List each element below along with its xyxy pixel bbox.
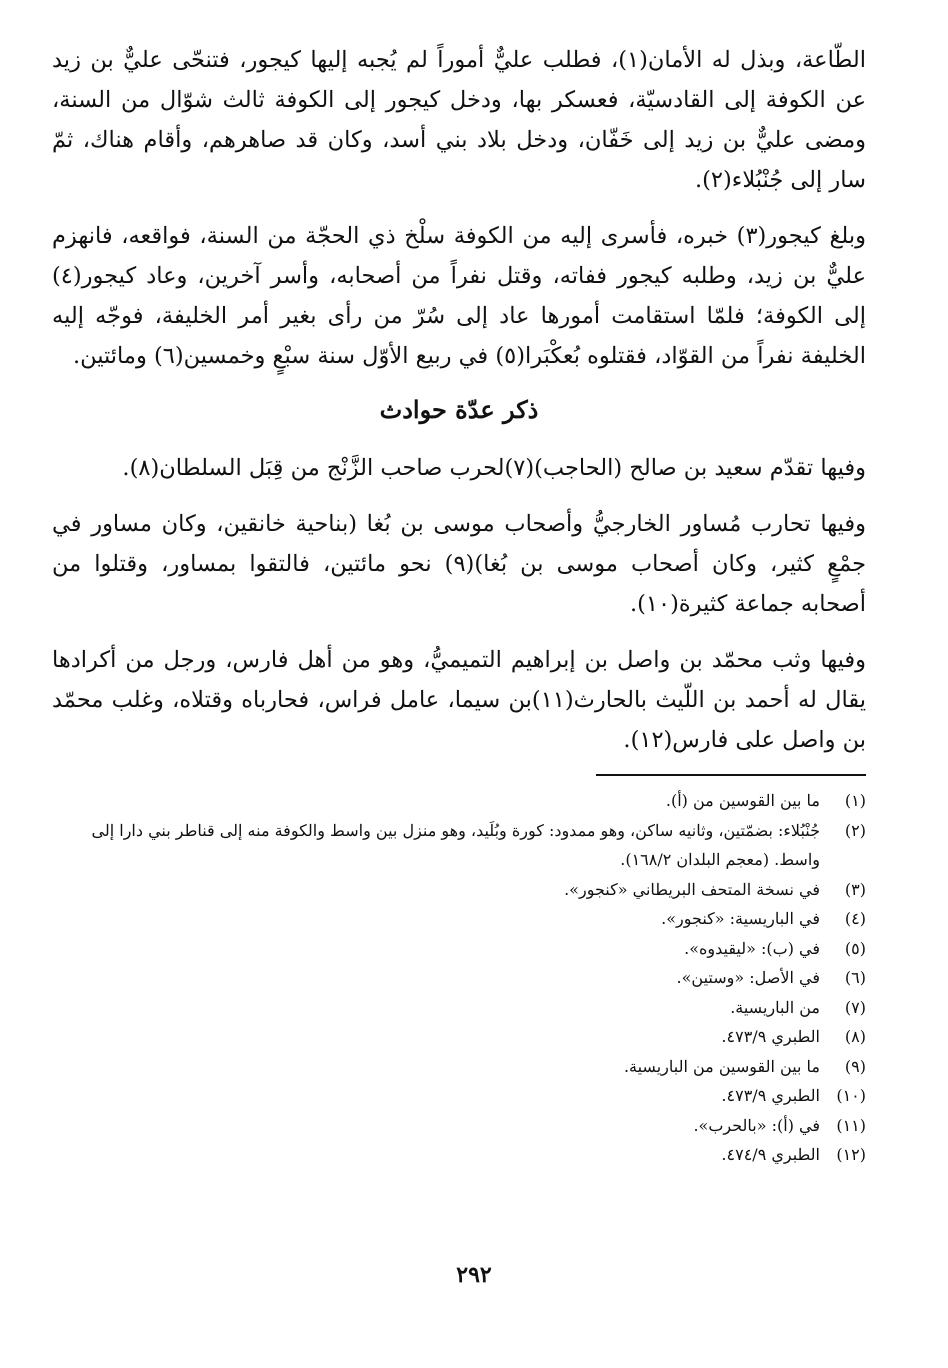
- paragraph-1: الطّاعة، وبذل له الأمان(١)، فطلب عليٌّ أموراً لم يُجبه إليها كيجور، فتنحّى عليٌّ بن زيد عن الكوفة إلى القادسيّة، فعسكر بها، ودخل كيجور إلى الكوفة ثالث شوّال من السنة، ومضى عليٌّ بن زيد إلى خَفّان، ودخل بلاد بني أسد، وكان قد صاهرهم، وأقام هناك، ثمّ سار إلى جُنْبُلاء(٢).: [52, 47, 866, 193]
- footnote-number: (٩): [844, 1056, 866, 1076]
- footnote-number: (٥): [844, 938, 866, 958]
- footnote-text: الطبري ٤٧٣/٩.: [721, 1027, 820, 1046]
- footnote-text: الطبري ٤٧٤/٩.: [721, 1145, 820, 1164]
- footnote-number: (٧): [844, 997, 866, 1017]
- footnote: [52, 1140, 866, 1170]
- footnote: [52, 1052, 866, 1082]
- footnote: [52, 1081, 866, 1111]
- footnote-number: (٦): [844, 968, 866, 987]
- footnote-text: في الباريسية: «كنجور».: [661, 909, 820, 928]
- footnote-text: من الباريسية.: [730, 997, 820, 1017]
- footnotes: [52, 786, 866, 1170]
- footnote: [52, 993, 866, 1023]
- footnote-text: في (ب): «ليقيدوه».: [684, 938, 820, 958]
- footnote: [52, 934, 866, 964]
- footnote: [52, 875, 866, 905]
- footnote-number: (١): [844, 791, 866, 810]
- footnote: [52, 904, 866, 934]
- footnote-text: في نسخة المتحف البريطاني «كنجور».: [564, 879, 820, 899]
- footnote-number: (١٠): [836, 1086, 866, 1105]
- footnote-number: (٨): [844, 1027, 866, 1046]
- footnote-number: (٣): [844, 879, 866, 899]
- footnote-divider: [596, 774, 866, 776]
- footnote: [52, 1111, 866, 1141]
- footnote: [52, 786, 866, 816]
- paragraph-4: وفيها تحارب مُساور الخارجيُّ وأصحاب موسى بن بُغا (بناحية خانقين، وكان مساور في جمْعٍ كثير، وكان أصحاب موسى بن بُغا)(٩) نحو مائتين، فالتقوا بمساور، وقتلوا من أصحابه جماعة كثيرة(١٠).: [52, 511, 866, 617]
- footnote-text: الطبري ٤٧٣/٩.: [721, 1086, 820, 1105]
- footnote-text: جُنْبُلاء: بضمّتين، وثانيه ساكن، وهو ممدود: كورة وبُلَيد، وهو منزل بين واسط والكوفة منه إلى قناطر بني دارا إلى واسط. (معجم البلدان ١٦٨/٢).: [91, 820, 820, 869]
- paragraph-5: وفيها وثب محمّد بن واصل بن إبراهيم التميميُّ، وهو من أهل فارس، ورجل من أكرادها يقال له أحمد بن اللّيث بالحارث(١١)بن سيما، عامل فراس، فحارباه وقتلاه، وغلب محمّد بن واصل على فارس(١٢).: [52, 647, 866, 753]
- footnote-number: (١١): [836, 1115, 866, 1135]
- footnote: [52, 963, 866, 993]
- page-number: ٢٩٢: [456, 1262, 492, 1288]
- footnote: [52, 1022, 866, 1052]
- paragraph-3: وفيها تقدّم سعيد بن صالح (الحاجب)(٧)لحرب صاحب الزَّنْج من قِبَل السلطان(٨).: [122, 455, 866, 481]
- footnote-number: (٤): [844, 909, 866, 928]
- footnote-text: ما بين القوسين من (أ).: [665, 791, 820, 810]
- footnote-number: (٢): [844, 820, 866, 840]
- paragraph-2: وبلغ كيجور(٣) خبره، فأسرى إليه من الكوفة سلْخ ذي الحجّة من السنة، فواقعه، فانهزم عليٌّ بن زيد، وطلبه كيجور ففاته، وقتل نفراً من أصحابه، وأسر آخرين، وعاد كيجور(٤) إلى الكوفة؛ فلمّا استقامت أمورها عاد إلى سُرّ من رأى بغير أمر الخليفة، فوجّه إليه الخليفة نفراً من القوّاد، فقتلوه بُعكْبَرا(٥) في ربيع الأوّل سنة سبْعٍ وخمسين(٦) ومائتين.: [52, 223, 867, 369]
- page-body: [52, 40, 866, 1170]
- section-heading: ذكر عدّة حوادث: [379, 395, 539, 424]
- footnote-number: (١٢): [836, 1145, 866, 1164]
- footnote-text: في الأصل: «وستين».: [676, 968, 820, 987]
- footnote: [52, 816, 866, 875]
- footnote-text: ما بين القوسين من الباريسية.: [623, 1056, 820, 1076]
- footnote-text: في (أ): «بالحرب».: [693, 1115, 820, 1135]
